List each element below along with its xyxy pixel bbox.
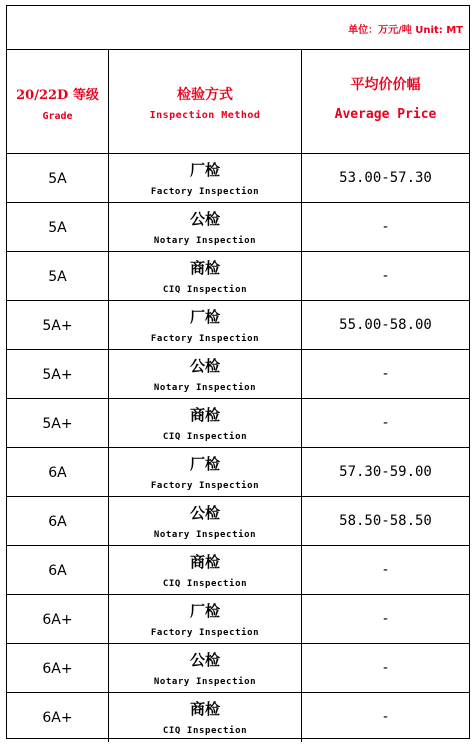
grade-value: 6A [48, 563, 67, 579]
method-cn: 商检 [189, 406, 220, 424]
price-value: - [381, 268, 390, 284]
method-en: Notary Inspection [153, 236, 257, 246]
grade-value: 6A [48, 514, 67, 530]
grade-cell [7, 546, 109, 594]
price-cell [302, 693, 469, 742]
method-en: Notary Inspection [153, 677, 257, 687]
method-cn: 公检 [189, 651, 220, 669]
price-value: 53.00-57.30 [339, 170, 432, 186]
header-method-cn: 检验方式 [177, 87, 233, 103]
table-row [7, 546, 469, 595]
grade-value: 6A [48, 465, 67, 481]
table-row [7, 595, 469, 644]
grade-cell [7, 595, 109, 643]
grade-value: 5A [48, 171, 67, 187]
header-method-en: Inspection Method [149, 110, 261, 121]
price-cell [302, 399, 469, 447]
table-header [7, 50, 469, 154]
grade-cell [7, 644, 109, 692]
price-value: 57.30-59.00 [339, 464, 432, 480]
method-cn: 商检 [189, 700, 220, 718]
price-value: - [381, 709, 390, 725]
method-en: Notary Inspection [153, 530, 257, 540]
header-price-cn: 平均价价幅 [350, 77, 421, 93]
method-cell [109, 350, 302, 398]
price-cell [302, 448, 469, 496]
method-cell [109, 693, 302, 742]
grade-cell [7, 154, 109, 202]
method-cell [109, 497, 302, 545]
grade-value: 5A+ [42, 367, 73, 383]
method-cell [109, 644, 302, 692]
method-en: Notary Inspection [153, 383, 257, 393]
grade-value: 6A+ [42, 612, 73, 628]
grade-value: 5A [48, 269, 67, 285]
method-en: Factory Inspection [150, 628, 260, 638]
method-cn: 公检 [189, 210, 220, 228]
method-en: CIQ Inspection [162, 726, 248, 736]
price-cell [302, 350, 469, 398]
table-row [7, 301, 469, 350]
price-value: - [381, 219, 390, 235]
unit-row [7, 6, 469, 50]
grade-cell [7, 350, 109, 398]
price-cell [302, 595, 469, 643]
method-cell [109, 595, 302, 643]
method-cell [109, 399, 302, 447]
grade-cell [7, 399, 109, 447]
method-cell [109, 252, 302, 300]
grade-cell [7, 693, 109, 742]
table-row [7, 350, 469, 399]
header-grade-en: Grade [42, 111, 73, 122]
price-cell [302, 546, 469, 594]
price-value: - [381, 415, 390, 431]
price-value: 55.00-58.00 [339, 317, 432, 333]
method-en: Factory Inspection [150, 334, 260, 344]
price-value: - [381, 562, 390, 578]
unit-label: 单位：万元/吨 Unit: MT [348, 25, 463, 36]
method-cn: 公检 [189, 504, 220, 522]
method-cn: 商检 [189, 259, 220, 277]
price-value: - [381, 660, 390, 676]
header-method [109, 50, 302, 153]
price-cell [302, 252, 469, 300]
method-cn: 厂检 [189, 602, 220, 620]
grade-value: 5A+ [42, 318, 73, 334]
grade-value: 5A [48, 220, 67, 236]
method-cn: 厂检 [189, 308, 220, 326]
price-table [6, 5, 470, 739]
method-en: CIQ Inspection [162, 579, 248, 589]
table-row [7, 497, 469, 546]
grade-cell [7, 497, 109, 545]
header-grade-cn: 20/22D 等级 [16, 88, 99, 103]
price-cell [302, 154, 469, 202]
method-en: CIQ Inspection [162, 285, 248, 295]
table-row [7, 252, 469, 301]
header-grade [7, 50, 109, 153]
header-price [302, 50, 469, 153]
grade-cell [7, 448, 109, 496]
method-cell [109, 301, 302, 349]
grade-value: 6A+ [42, 710, 73, 726]
method-cell [109, 154, 302, 202]
method-cn: 厂检 [189, 161, 220, 179]
table-row [7, 154, 469, 203]
header-price-en: Average Price [334, 107, 437, 122]
price-cell [302, 497, 469, 545]
grade-cell [7, 252, 109, 300]
method-cn: 商检 [189, 553, 220, 571]
method-cell [109, 448, 302, 496]
grade-cell [7, 203, 109, 251]
table-row [7, 203, 469, 252]
method-cn: 公检 [189, 357, 220, 375]
method-cn: 厂检 [189, 455, 220, 473]
price-cell [302, 644, 469, 692]
table-row [7, 644, 469, 693]
price-cell [302, 301, 469, 349]
method-cell [109, 546, 302, 594]
price-value: - [381, 611, 390, 627]
price-cell [302, 203, 469, 251]
table-row [7, 399, 469, 448]
table-body [7, 154, 469, 742]
grade-cell [7, 301, 109, 349]
table-row [7, 448, 469, 497]
grade-value: 5A+ [42, 416, 73, 432]
grade-value: 6A+ [42, 661, 73, 677]
method-en: Factory Inspection [150, 481, 260, 491]
method-en: Factory Inspection [150, 187, 260, 197]
price-value: - [381, 366, 390, 382]
price-value: 58.50-58.50 [339, 513, 432, 529]
method-cell [109, 203, 302, 251]
method-en: CIQ Inspection [162, 432, 248, 442]
table-row [7, 693, 469, 742]
